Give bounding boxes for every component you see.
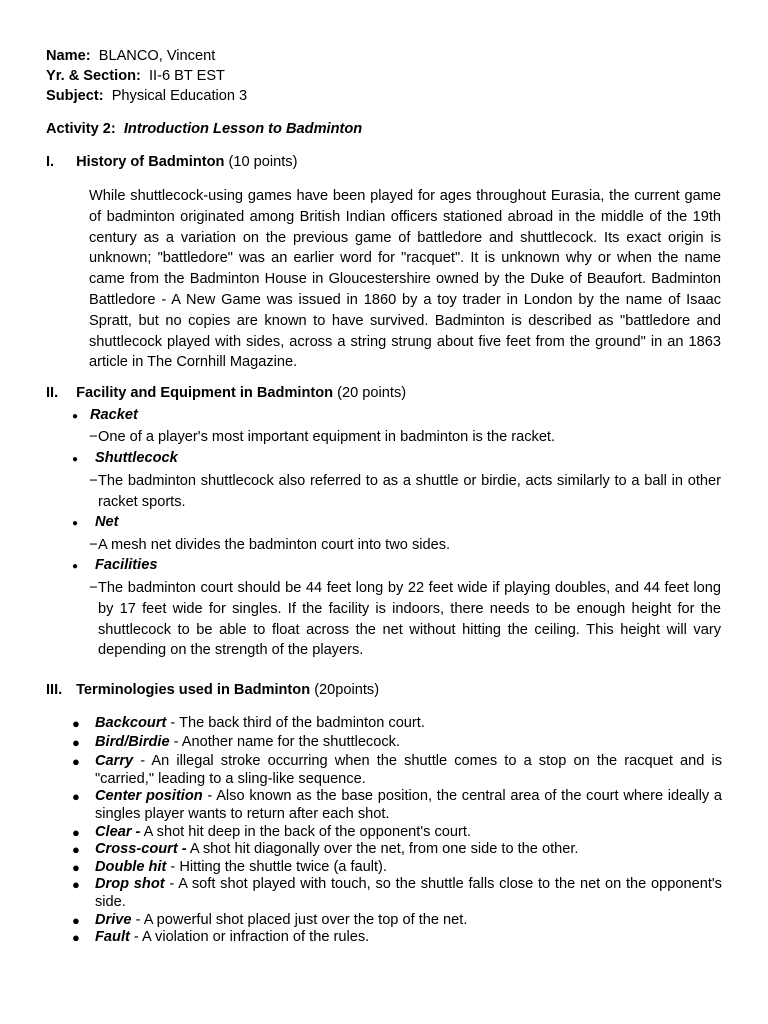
section-label: Yr. & Section: [46,68,141,84]
terminology-list [72,715,722,947]
term-name: Carry [95,753,134,770]
section-points: (10 points) [228,154,298,170]
equipment-desc-text: The badminton court should be 44 feet long by 22 feet wide if playing doubles, and 44 feet long by 17 feet wide for singles. If the facility is indoors, there needs to be enough height for the shuttlecock to be able to float across the net without hitting the ceiling. This height will vary depending on the strength of the players. [98,580,721,659]
section-line [46,66,225,86]
term-separator: - [169,734,182,751]
section-number: II. [46,385,59,401]
term-name: Cross-court - [95,841,187,858]
section-title: Facility and Equipment in Badminton [76,385,334,401]
bullet-icon: ● [72,561,79,572]
bullet-icon: ● [72,754,80,770]
term-item [72,841,722,859]
term-separator: - [129,929,143,946]
bullet-icon: ● [72,735,80,751]
term-separator: - [164,876,179,893]
activity-title: Introduction Lesson to Badminton [123,121,363,137]
term-definition: A shot hit diagonally over the net, from one side to the other. [189,841,579,858]
section-heading-equipment [46,385,406,401]
bullet-icon: ● [72,930,80,946]
term-name: Double hit [95,858,167,875]
bullet-icon: ● [72,716,80,731]
term-name: Drive [95,911,132,928]
subject-label: Subject: [46,88,104,104]
term-item [72,824,722,842]
bullet-icon: ● [72,789,80,805]
term-definition: Also known as the base position, the central area of the court where ideally a singles player wants to return after each shot. [95,788,722,822]
term-item [72,929,722,947]
activity-heading [46,121,362,137]
equipment-label: Shuttlecock [95,450,178,466]
equipment-desc-text: One of a player's most important equipment in badminton is the racket. [98,429,556,445]
term-item [72,753,722,788]
name-line [46,46,215,66]
section-points: (20points) [314,682,380,698]
equipment-desc-text: A mesh net divides the badminton court into two sides. [98,537,451,553]
term-definition: A shot hit deep in the back of the opponent's court. [143,823,471,840]
term-item [72,715,722,733]
section-points: (20 points) [337,385,407,401]
term-name: Drop shot [95,876,165,893]
bullet-icon: ● [72,824,80,840]
name-value: BLANCO, Vincent [98,48,216,64]
term-separator: - [133,753,152,770]
term-name: Fault [95,929,130,946]
term-separator: - [202,788,217,805]
subject-line [46,86,247,106]
bullet-icon: ● [72,411,79,422]
equipment-item-racket [72,407,138,423]
bullet-icon: ● [72,859,80,875]
section-title: Terminologies used in Badminton [76,682,311,698]
equipment-item-facilities [72,557,157,573]
equipment-label: Racket [90,407,138,423]
equipment-desc-facilities [89,578,721,661]
equipment-item-shuttlecock [72,450,178,466]
history-paragraph: While shuttlecock-using games have been played for ages throughout Eurasia, the current game of badminton originated among British Indian officers stationed abroad in the middle of the 19th century as a variation on the previous game of battledore and shuttlecock. Its exact origin is unknown; "battledore" was an earlier word for "racquet". It is unknown why or when the name came from the Badminton House in Gloucestershire owned by the Duke of Beaufort. Badminton Battledore - A New Game was issued in 1860 by a toy trader in London by the name of Isaac Spratt, but no copies are known to have survived. Badminton is described as "battledore and shuttlecock played with sides, across a string strung about five feet from the ground" in an 1863 article in The Cornhill Magazine. [89,188,721,371]
equipment-label: Facilities [95,557,158,573]
term-separator: - [166,858,180,875]
term-item [72,912,722,930]
term-name: Backcourt [95,715,167,731]
dash-icon: − [89,429,98,445]
section-number: III. [46,682,63,698]
equipment-desc-racket [89,427,721,448]
term-name: Clear - [95,823,141,840]
term-separator: - [166,715,180,731]
term-definition: A violation or infraction of the rules. [142,929,370,946]
term-name: Bird/Birdie [95,734,170,751]
bullet-icon: ● [72,518,79,529]
term-item [72,859,722,877]
subject-value: Physical Education 3 [111,88,248,104]
term-name: Center position [95,788,203,805]
equipment-item-net [72,514,119,530]
bullet-icon: ● [72,912,80,928]
name-label: Name: [46,48,91,64]
bullet-icon: ● [72,454,79,465]
term-definition: A powerful shot placed just over the top of the net. [143,911,468,928]
bullet-icon: ● [72,842,80,858]
equipment-desc-net [89,535,721,556]
section-heading-terminologies [46,682,379,698]
equipment-desc-shuttlecock [89,471,721,513]
term-definition: A soft shot played with touch, so the shuttle falls close to the net on the opponent's side. [95,876,722,910]
section-title: History of Badminton [76,154,225,170]
section-heading-history [46,154,297,170]
equipment-desc-text: The badminton shuttlecock also referred to as a shuttle or birdie, acts similarly to a ball in other racket sports. [98,473,721,510]
activity-label: Activity 2: [46,121,116,137]
dash-icon: − [89,537,98,553]
equipment-label: Net [95,514,119,530]
term-definition: The back third of the badminton court. [179,715,425,731]
dash-icon: − [89,580,98,596]
term-item [72,788,722,823]
term-definition: Another name for the shuttlecock. [181,734,400,751]
section-value: II-6 BT EST [149,68,225,84]
term-item [72,734,722,752]
term-separator: - [131,911,144,928]
term-definition: An illegal stroke occurring when the shuttle comes to a stop on the racquet and is "carried," leading to a sling-like sequence. [95,753,722,787]
bullet-icon: ● [72,877,80,893]
section-number: I. [46,154,55,170]
dash-icon: − [89,473,98,489]
term-definition: Hitting the shuttle twice (a fault). [179,858,387,875]
term-item [72,876,722,911]
